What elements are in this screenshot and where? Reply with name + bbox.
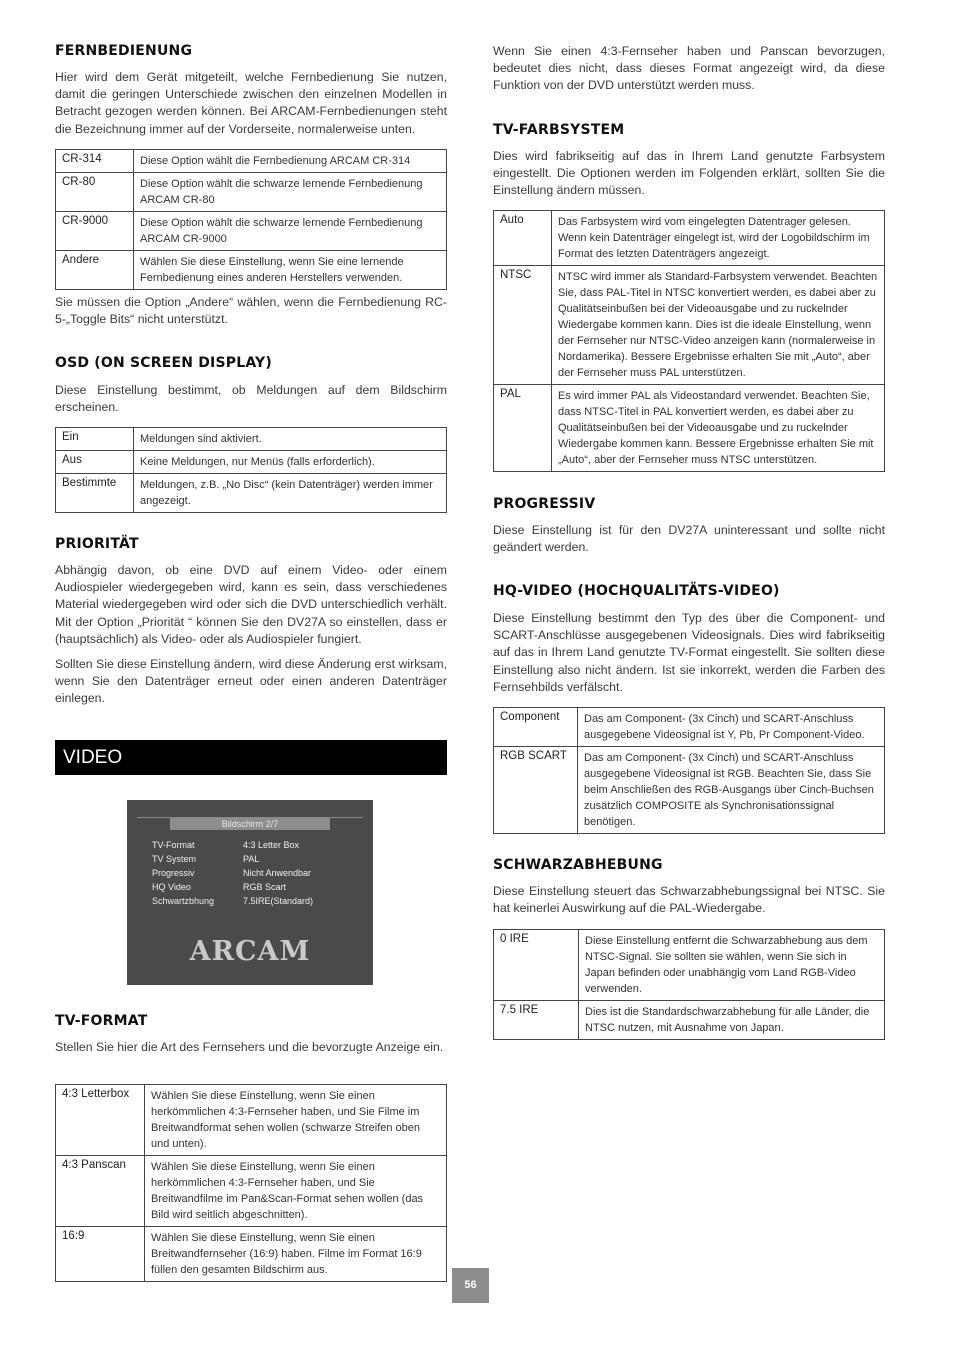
option-key: 0 IRE: [494, 930, 579, 1001]
table-row: [494, 708, 885, 747]
table-row: [494, 1001, 885, 1040]
osd-screen-title: Bildschirm 2/7: [170, 818, 330, 830]
option-desc: Das am Component- (3x Cinch) und SCART-Anschluss ausgegebene Videosignal ist RGB. Beachten Sie, dass Sie beim Anschließen des RGB-Ausgangs über Cinch-Buchsen zusätzlich COMPOSITE als Synchronisationssignal benötigen.: [578, 747, 885, 834]
osd-menu-value: Nicht Anwendbar: [243, 868, 312, 878]
option-key: CR-314: [56, 150, 134, 173]
option-key: RGB SCART: [494, 747, 578, 834]
option-desc: Es wird immer PAL als Videostandard verwendet. Beachten Sie, dass NTSC-Titel in PAL konvertiert werden, es dabei aber zu Qualitätseinbußen bei der Videoausgabe und zu ruckelnder Wiedergabe kommen kann. Bessere Ergebnisse erhalten Sie mit „Auto“, aber der Fernseher muss NTSC unterstützen.: [552, 385, 885, 472]
table-row: [494, 266, 885, 385]
osd-menu-row: [152, 882, 287, 892]
hqvideo-intro: Diese Einstellung bestimmt den Typ des über die Component- und SCART-Anschlüsse ausgegebenen Videosignals. Dies wird fabrikseitig auf das in Ihrem Land genutzte TV-Format eingestellt. Sie sollten diese Einstellung also nicht ändern. Ist sie inkorrekt, werden die Farben des Fernsehbilds verfälscht.: [493, 611, 885, 694]
option-key: 4:3 Panscan: [56, 1156, 145, 1227]
heading-prioritaet: PRIORITÄT: [55, 536, 139, 552]
option-key: CR-80: [56, 173, 134, 212]
hqvideo-table: [493, 707, 885, 834]
osd-menu-row: [152, 854, 260, 864]
option-key: PAL: [494, 385, 552, 472]
option-desc: Wählen Sie diese Einstellung, wenn Sie einen Breitwandfernseher (16:9) haben. Filme im Format 16:9 füllen den gesamten Bildschirm aus.: [145, 1227, 447, 1282]
option-key: CR-9000: [56, 212, 134, 251]
option-key: Auto: [494, 211, 552, 266]
option-desc: Das am Component- (3x Cinch) und SCART-Anschluss ausgegebene Videosignal ist Y, Pb, Pr Component-Video.: [578, 708, 885, 747]
heading-fernbedienung: FERNBEDIENUNG: [55, 43, 193, 59]
tvfarbsystem-table: [493, 210, 885, 472]
option-desc: Diese Option wählt die schwarze lernende Fernbedienung ARCAM CR-80: [134, 173, 447, 212]
osd-menu-value: PAL: [243, 854, 260, 864]
table-row: [494, 747, 885, 834]
heading-tvfarbsystem: TV-FARBSYSTEM: [493, 122, 625, 138]
tvfarbsystem-intro: Dies wird fabrikseitig auf das in Ihrem Land genutzte Farbsystem eingestellt. Die Optionen werden im Folgenden erklärt, sollten Sie die Einstellung ändern müssen.: [493, 149, 885, 198]
osd-intro: Diese Einstellung bestimmt, ob Meldungen auf dem Bildschirm erscheinen.: [55, 383, 447, 415]
table-row: [56, 173, 447, 212]
osd-menu-row: [152, 868, 312, 878]
option-desc: Wählen Sie diese Einstellung, wenn Sie einen herkömmlichen 4:3-Fernseher haben, und Sie Filme im Breitwandformat sehen wollen (schwarze Streifen oben und unten).: [145, 1085, 447, 1156]
table-row: [56, 428, 447, 451]
option-key: Aus: [56, 451, 134, 474]
fernbedienung-intro: Hier wird dem Gerät mitgeteilt, welche Fernbedienung Sie nutzen, damit die geringen Unterschiede zwischen den einzelnen Modellen in Betracht gezogen werden können. Bei ARCAM-Fernbedienungen steht die Bezeichnung immer auf der Vorderseite, normalerweise unten.: [55, 70, 447, 136]
table-row: [56, 451, 447, 474]
page-number: 56: [452, 1268, 489, 1303]
option-desc: Diese Option wählt die Fernbedienung ARCAM CR-314: [134, 150, 447, 173]
prioritaet-p2: Sollten Sie diese Einstellung ändern, wird diese Änderung erst wirksam, wenn Sie den Datenträger erneut oder einen anderen Datenträger einlegen.: [55, 657, 447, 706]
osd-menu-label: TV System: [152, 854, 197, 864]
option-key: 4:3 Letterbox: [56, 1085, 145, 1156]
osd-menu-value: 7.5IRE(Standard): [243, 896, 314, 906]
option-desc: Wählen Sie diese Einstellung, wenn Sie einen herkömmlichen 4:3-Fernseher haben, und Sie Breitwandfilme im Pan&Scan-Format sehen wollen (das Bild wird seitlich abgeschnitten).: [145, 1156, 447, 1227]
table-row: [56, 212, 447, 251]
fernbedienung-table: [55, 149, 447, 290]
table-row: [56, 1227, 447, 1282]
osd-menu-row: [152, 840, 300, 850]
progressiv-intro: Diese Einstellung ist für den DV27A uninteressant und sollte nicht geändert werden.: [493, 523, 885, 555]
option-desc: Meldungen sind aktiviert.: [134, 428, 447, 451]
option-desc: Diese Option wählt die schwarze lernende Fernbedienung ARCAM CR-9000: [134, 212, 447, 251]
option-key: Bestimmte: [56, 474, 134, 513]
option-key: 16:9: [56, 1227, 145, 1282]
table-row: [56, 150, 447, 173]
option-desc: Wählen Sie diese Einstellung, wenn Sie eine lernende Fernbedienung eines anderen Herstellers verwenden.: [134, 251, 447, 290]
osd-table: [55, 427, 447, 513]
osd-menu-label: TV-Format: [152, 840, 195, 850]
option-desc: Dies ist die Standardschwarzabhebung für alle Länder, die NTSC nutzen, mit Ausnahme von Japan.: [579, 1001, 885, 1040]
osd-menu-label: HQ Video: [152, 882, 191, 892]
prioritaet-p1: Abhängig davon, ob eine DVD auf einem Video- oder einem Audiospieler wiedergegeben wird, kann es sein, dass verschiedenes Material wiedergegeben wird oder sich die DVD unterschiedlich verhält. Mit der Option „Priorität “ können Sie den DV27A so einstellen, dass er (hauptsächlich) als Video- oder als Audiospieler fungiert.: [55, 563, 447, 646]
osd-menu-row: [152, 896, 314, 906]
table-row: [56, 1156, 447, 1227]
arcam-logo: ARCAM: [189, 936, 311, 967]
table-row: [494, 930, 885, 1001]
tvformat-table: [55, 1084, 447, 1282]
schwarzabhebung-intro: Diese Einstellung steuert das Schwarzabhebungssignal bei NTSC. Sie hat keinerlei Auswirkung auf die PAL-Wiedergabe.: [493, 884, 885, 916]
option-key: Ein: [56, 428, 134, 451]
table-row: [56, 1085, 447, 1156]
heading-schwarzabhebung: SCHWARZABHEBUNG: [493, 857, 663, 873]
option-desc: Meldungen, z.B. „No Disc“ (kein Datenträger) werden immer angezeigt.: [134, 474, 447, 513]
heading-hqvideo: HQ-VIDEO (HOCHQUALITÄTS-VIDEO): [493, 583, 780, 599]
table-row: [56, 251, 447, 290]
option-key: 7.5 IRE: [494, 1001, 579, 1040]
heading-progressiv: PROGRESSIV: [493, 496, 596, 512]
option-desc: Diese Einstellung entfernt die Schwarzabhebung aus dem NTSC-Signal. Sie sollten sie wählen, wenn Sie sich in Japan befinden oder unabhängig vom Land RGB-Video verwenden.: [579, 930, 885, 1001]
schwarzabhebung-table: [493, 929, 885, 1040]
option-desc: Das Farbsystem wird vom eingelegten Datentrager gelesen. Wenn kein Datenträger eingelegt ist, wird der Logobildschirm im Format des letzten Datenträgers angezeigt.: [552, 211, 885, 266]
tvformat-intro: Stellen Sie hier die Art des Fernsehers und die bevorzugte Anzeige ein.: [55, 1040, 444, 1054]
panscan-note: Wenn Sie einen 4:3-Fernseher haben und Panscan bevorzugen, bedeutet dies nicht, dass dieses Format angezeigt wird, da diese Funktion von der DVD unterstützt werden muss.: [493, 44, 885, 93]
osd-menu-label: Progressiv: [152, 868, 195, 878]
option-key: Component: [494, 708, 578, 747]
osd-menu-label: Schwartzbhung: [152, 896, 215, 906]
option-key: NTSC: [494, 266, 552, 385]
table-row: [494, 385, 885, 472]
option-key: Andere: [56, 251, 134, 290]
table-row: [494, 211, 885, 266]
option-desc: NTSC wird immer als Standard-Farbsystem verwendet. Beachten Sie, dass PAL-Titel in NTSC konvertiert werden, es dabei aber zu Qualitätseinbußen bei der Videoausgabe und zu ruckelnder Wiedergabe kommen kann. Dies ist die ideale Einstellung, wenn der Fernseher nur NTSC-Video anzeigen kann (normalerweise in Nordamerika). Bessere Ergebnisse erhalten Sie mit „Auto“, aber der Fernseher muss PAL unterstützen.: [552, 266, 885, 385]
osd-menu-value: 4:3 Letter Box: [243, 840, 300, 850]
heading-tvformat: TV-FORMAT: [55, 1013, 148, 1029]
section-bar-video: VIDEO: [55, 740, 447, 775]
osd-screenshot: [127, 800, 373, 985]
table-row: [56, 474, 447, 513]
option-desc: Keine Meldungen, nur Menüs (falls erforderlich).: [134, 451, 447, 474]
heading-osd: OSD (ON SCREEN DISPLAY): [55, 355, 272, 371]
fernbedienung-note: Sie müssen die Option „Andere“ wählen, wenn die Fernbedienung RC-5-„Toggle Bits“ nicht unterstützt.: [55, 295, 447, 327]
osd-menu-value: RGB Scart: [243, 882, 287, 892]
